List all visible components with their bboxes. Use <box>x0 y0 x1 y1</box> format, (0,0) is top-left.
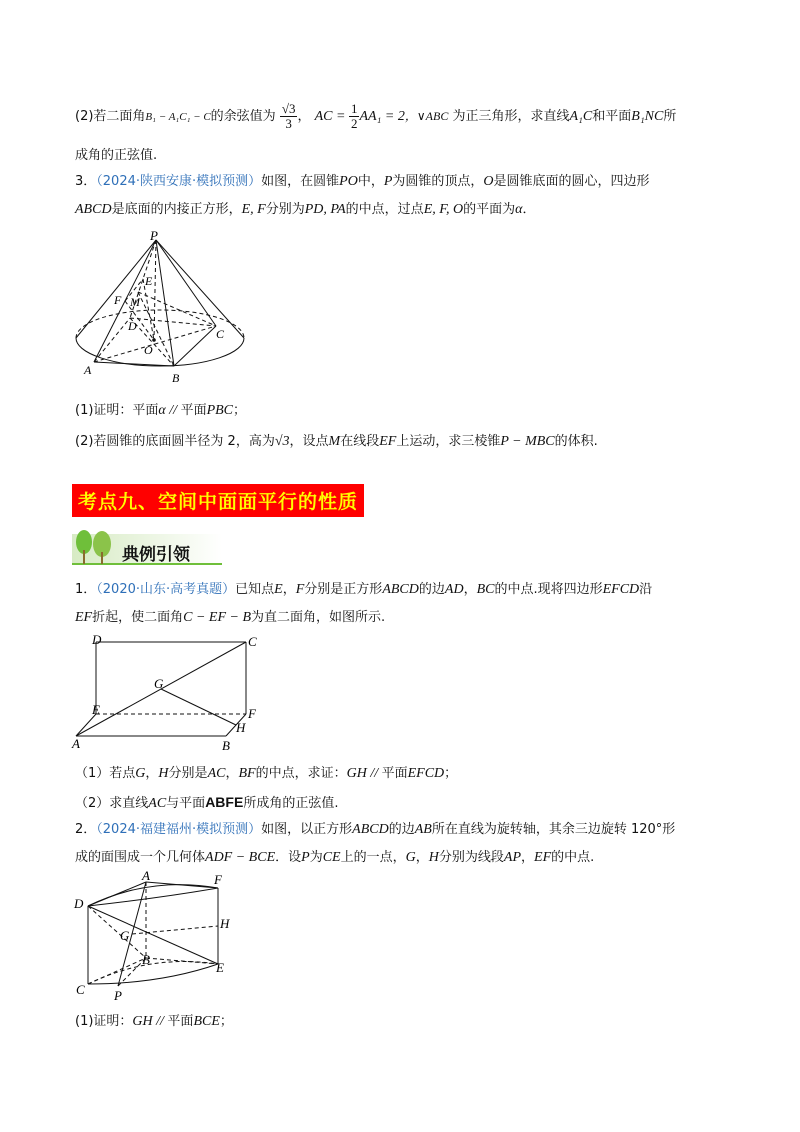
section-heading-wrap <box>72 484 364 517</box>
example-1-line2: EF折起，使二面角C − EF − B为直二面角，如图所示. <box>75 610 386 625</box>
solid-label-p: P <box>114 988 122 1003</box>
solid-label-e: E <box>216 960 224 975</box>
fold-label-g: G <box>154 676 164 691</box>
example-2-line2: 成的面围成一个几何体ADF − BCE．设P为CE上的一点，G，H分别为线段AP，EF的中点. <box>75 850 595 865</box>
folded-square-figure <box>70 630 270 752</box>
source-tag: （2024·福建福州·模拟预测） <box>96 822 262 837</box>
fold-label-b: B <box>222 738 230 752</box>
fraction-one-half: $\frac{1}{2}$ <box>350 101 358 131</box>
example-1-q2: （2）求直线AC与平面ABFE所成角的正弦值. <box>75 794 339 811</box>
cone-label-f: F <box>114 293 122 307</box>
fold-label-e: E <box>92 702 100 717</box>
cone-label-d: D <box>128 319 137 333</box>
source-tag: （2024·陕西安康·模拟预测） <box>96 174 262 189</box>
cone-label-a: A <box>84 363 92 377</box>
cone-label-m: M <box>130 295 140 309</box>
cone-label-p: P <box>150 228 158 243</box>
fold-label-f: F <box>248 706 256 721</box>
rotation-solid-figure <box>70 868 250 1008</box>
dihedral-expr: B₁ − A₁C₁ − C <box>145 111 211 123</box>
problem-3-q2: (2)若圆锥的底面圆半径为 2，高为√3，设点M在线段EF上运动，求三棱锥P − MBC的体积. <box>75 434 598 449</box>
solid-label-b: B <box>142 952 150 967</box>
fold-label-c: C <box>248 634 257 649</box>
cone-label-c: C <box>216 327 225 341</box>
solid-label-h: H <box>220 916 230 931</box>
example-banner <box>72 526 228 568</box>
source-tag: （2020·山东·高考真题） <box>96 582 236 597</box>
prev-question-2-cont: 成角的正弦值. <box>75 148 158 163</box>
banner-text: 典例引领 <box>122 545 190 565</box>
fold-label-a: A <box>72 736 80 751</box>
cone-figure <box>70 228 250 388</box>
example-2-q1: (1)证明：GH // 平面BCE； <box>75 1014 233 1029</box>
example-1-q1: （1）若点G，H分别是AC，BF的中点，求证：GH // 平面EFCD； <box>75 766 458 781</box>
solid-label-c: C <box>76 982 85 997</box>
solid-label-g: G <box>120 928 130 943</box>
cone-label-o: O <box>144 343 153 357</box>
solid-label-a: A <box>142 868 150 883</box>
prev-question-2: (2)若二面角B₁ − A₁C₁ − C的余弦值为 $\frac{√3}{3}$ ， AC = $\frac{1}{2}$ AA₁ = 2，∨ABC 为正三角形，求直线A₁C和平面B₁NC所 <box>75 101 677 131</box>
problem-3-q1: (1)证明：平面α // 平面PBC； <box>75 403 247 418</box>
fold-label-d: D <box>92 632 102 647</box>
problem-3-line2: ABCD是底面的内接正方形，E, F分别为PD, PA的中点，过点E, F, O的平面为α． <box>75 202 536 217</box>
solid-label-d: D <box>74 896 84 911</box>
problem-3-line1: 3．（2024·陕西安康·模拟预测）如图，在圆锥PO中，P为圆锥的顶点，O是圆锥底面的圆心，四边形 <box>75 174 650 189</box>
section-heading: 考点九、空间中面面平行的性质 <box>72 484 364 517</box>
fold-label-h: H <box>236 720 246 735</box>
solid-label-f: F <box>214 872 222 887</box>
cone-label-b: B <box>172 371 180 385</box>
example-2-line1: 2．（2024·福建福州·模拟预测）如图，以正方形ABCD的边AB所在直线为旋转轴，其余三边旋转 120°形 <box>75 822 676 837</box>
fraction-sqrt3-over-3: $\frac{√3}{3}$ <box>281 101 296 131</box>
example-1-line1: 1．（2020·山东·高考真题）已知点E，F分别是正方形ABCD的边AD，BC的中点.现将四边形EFCD沿 <box>75 582 653 597</box>
cone-label-e: E <box>145 274 153 288</box>
